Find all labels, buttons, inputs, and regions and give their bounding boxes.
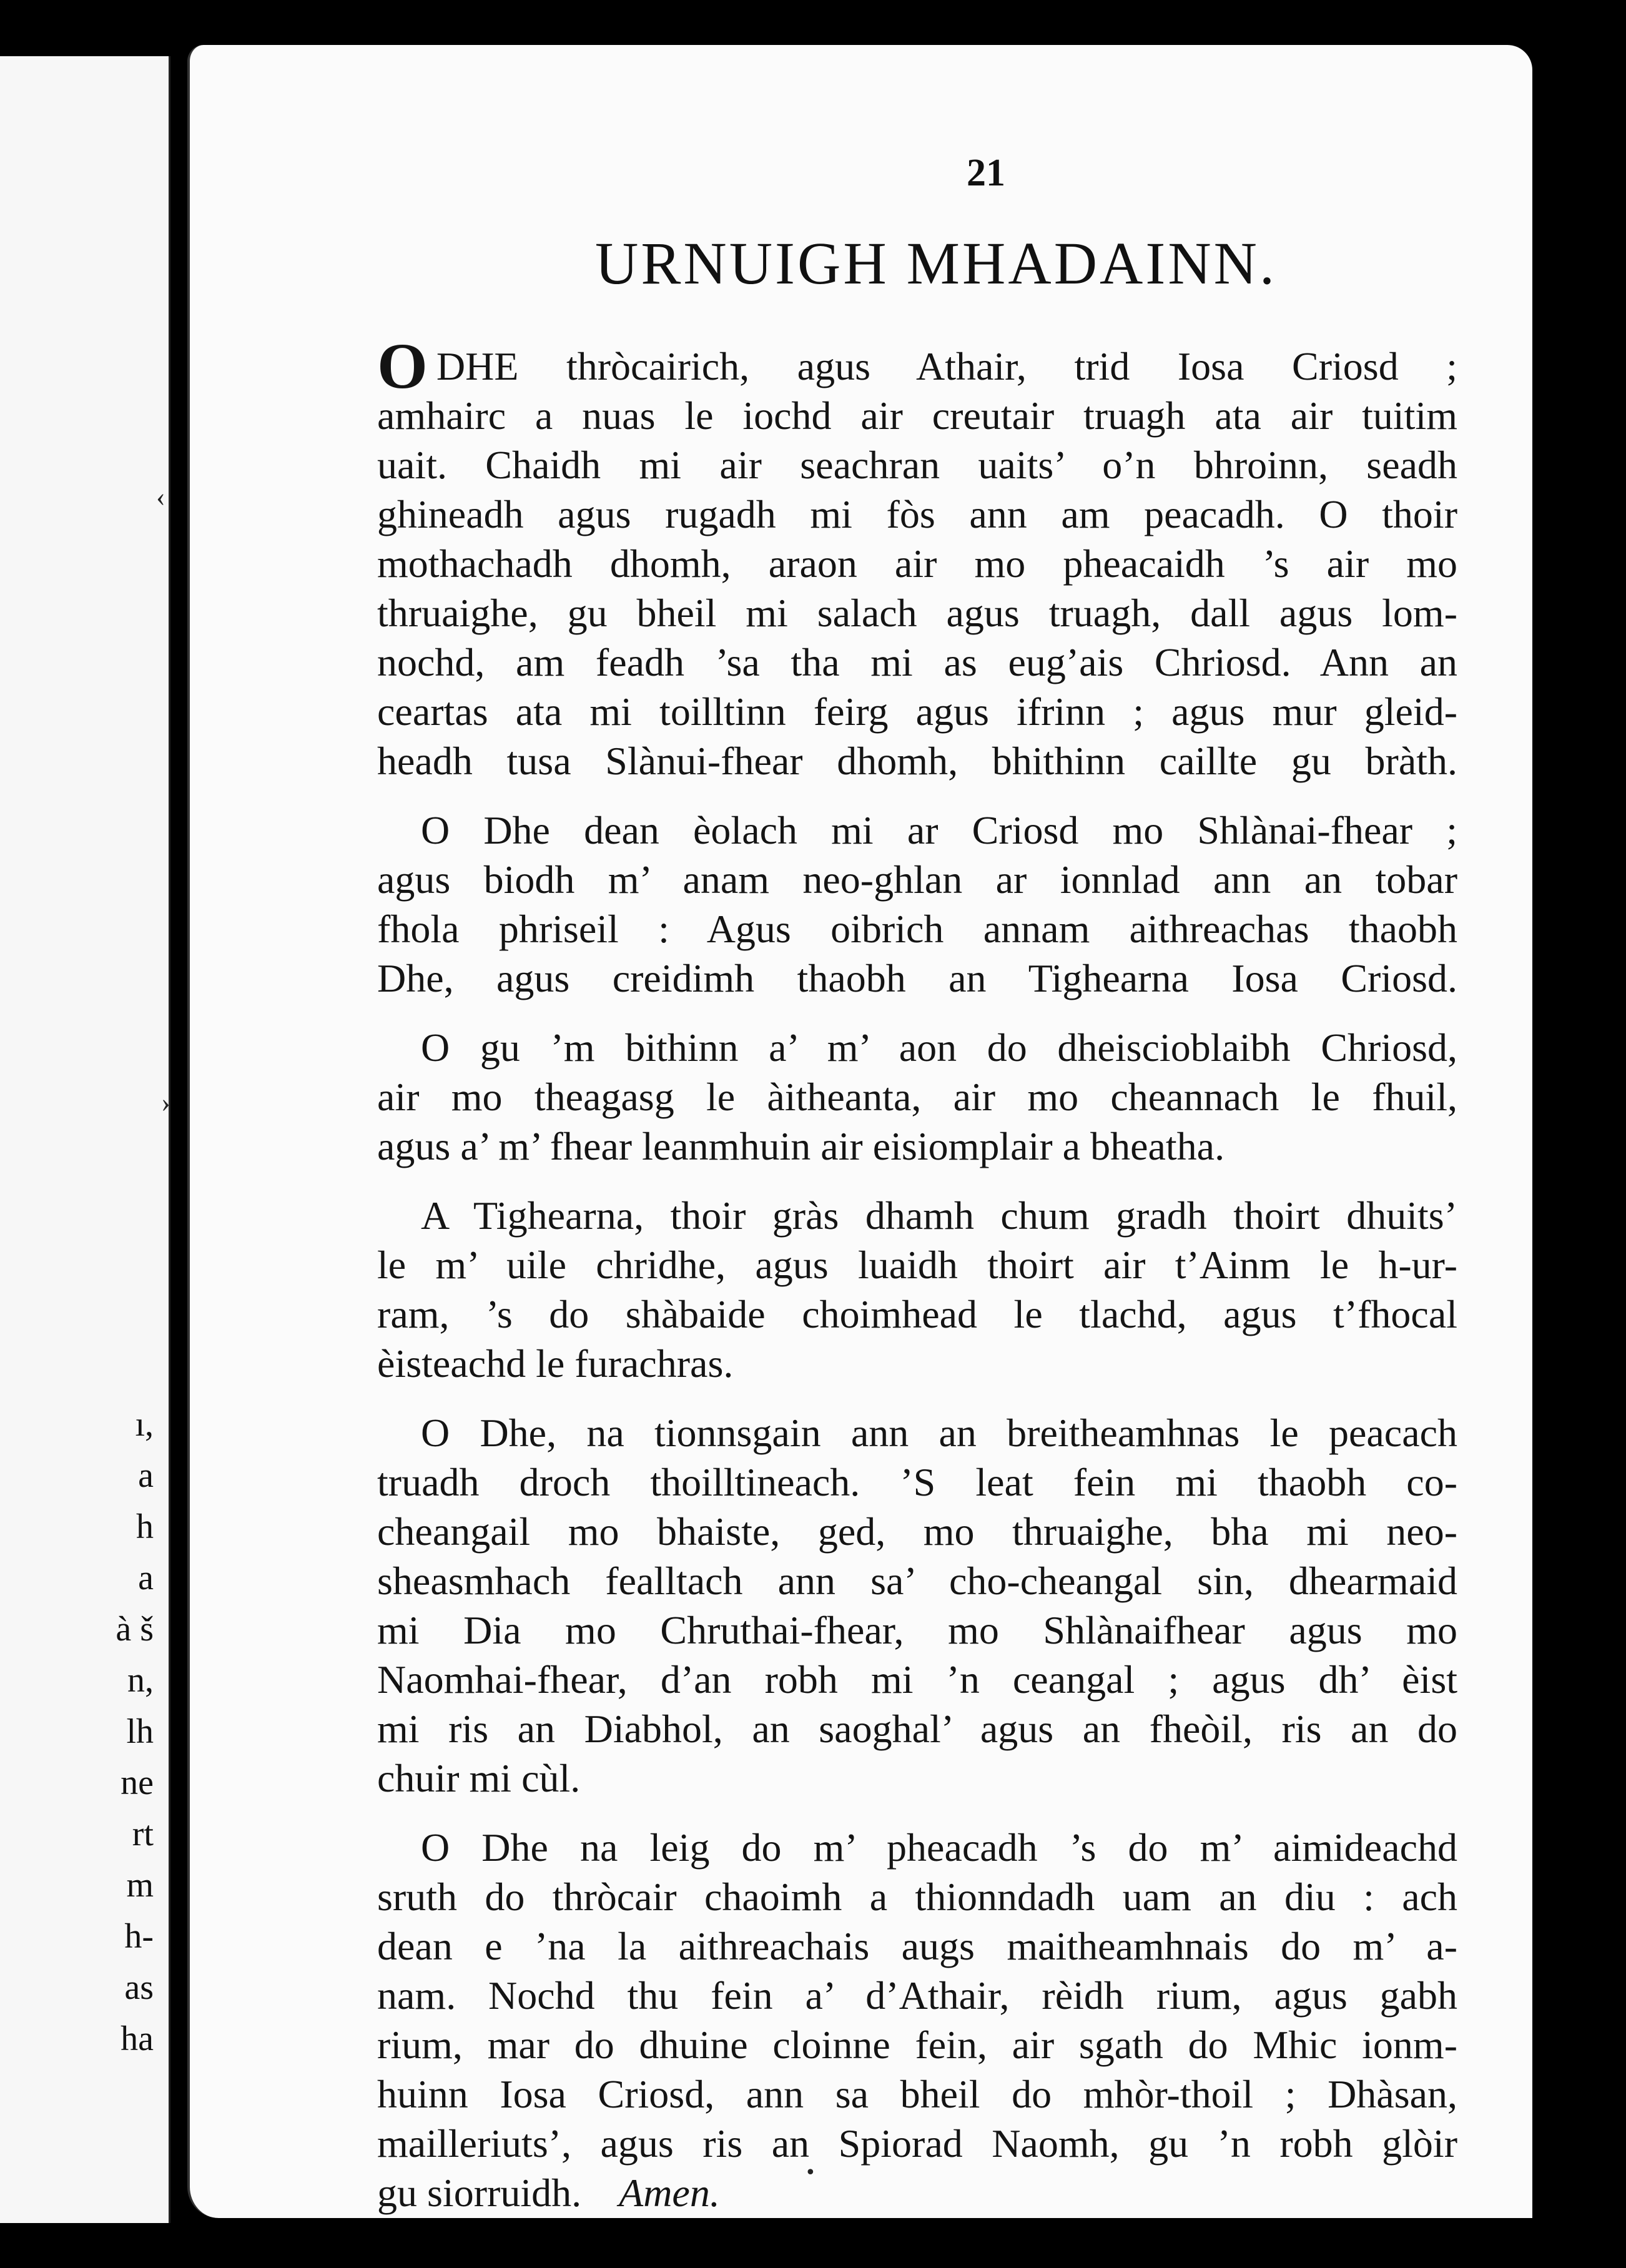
text-line: truadh droch thoilltineach. ’S leat fein mi thaobh co- [377, 1460, 1457, 1504]
text-line: cheangail mo bhaiste, ged, mo thruaighe, bha mi neo- [377, 1509, 1457, 1554]
facing-page-edge-text [116, 1399, 154, 2064]
edge-line: ne [121, 1763, 154, 1802]
line-text: gu siorruidh. [377, 2171, 582, 2215]
text-line: dean e ’na la aithreachais augs maitheamhnais do m’ a- [377, 1924, 1457, 1968]
edge-line: à š [116, 1610, 154, 1649]
edge-line: h [136, 1507, 154, 1546]
edge-mark-left-2: › [161, 1087, 170, 1118]
text-line: èisteachd le furachras. [377, 1341, 734, 1386]
text-line: huinn Iosa Criosd, ann sa bheil do mhòr-thoil ; Dhàsan, [377, 2072, 1457, 2116]
text-line: nochd, am feadh ’sa tha mi as eug’ais Chriosd. Ann an [377, 640, 1457, 684]
text-line: sruth do thròcair chaoimh a thionndadh uam an diu : ach [377, 1875, 1457, 1919]
edge-line: ı, [135, 1405, 154, 1444]
edge-line: lh [126, 1712, 154, 1751]
text-line: amhairc a nuas le iochd air creutair truagh ata air tuitim [377, 393, 1457, 438]
edge-line: m [126, 1866, 154, 1905]
text-line: O Dhe, na tionnsgain ann an breitheamhnas le peacach [421, 1411, 1457, 1455]
text-line: O gu ’m bithinn a’ m’ aon do dheiscioblaibh Chriosd, [421, 1025, 1457, 1070]
ink-speck: • [805, 2162, 816, 2184]
drop-cap: O [377, 330, 428, 402]
closing-amen: Amen. [619, 2171, 720, 2215]
paragraph-3 [377, 1023, 1457, 1171]
text-line: Naomhai-fhear, d’an robh mi ’n ceangal ; agus dh’ èist [377, 1657, 1457, 1702]
text-line: mi ris an Diabhol, an saoghal’ agus an fheòil, ris an do [377, 1707, 1457, 1751]
text-line: mi Dia mo Chruthai-fhear, mo Shlànaifhear agus mo [377, 1608, 1457, 1652]
text-line: le m’ uile chridhe, agus luaidh thoirt air t’Ainm le h-ur- [377, 1243, 1457, 1287]
text-line: O Dhe dean èolach mi ar Criosd mo Shlànai-fhear ; [421, 808, 1457, 852]
text-line: chuir mi cùl. [377, 1756, 581, 1800]
text-line: air mo theagasg le àitheanta, air mo cheannach le fhuil, [377, 1075, 1457, 1119]
facing-page [0, 56, 170, 2223]
page-title: URNUIGH MHADAINN. [595, 230, 1277, 297]
text-line: ram, ’s do shàbaide choimhead le tlachd, agus t’fhocal [377, 1292, 1457, 1336]
paragraph-4 [377, 1191, 1457, 1388]
text-line: uait. Chaidh mi air seachran uaits’ o’n bhroinn, seadh [377, 443, 1457, 487]
edge-mark-left-1: ‹ [156, 481, 165, 512]
paragraph-2 [377, 806, 1457, 1003]
text-line: headh tusa Slànui-fhear dhomh, bhithinn caillte gu bràth. [377, 739, 1457, 783]
text-line: rium, mar do dhuine cloinne fein, air sgath do Mhic ionm- [377, 2023, 1457, 2067]
paragraph-5 [377, 1408, 1457, 1803]
edge-line: as [124, 1968, 154, 2007]
edge-line: h- [124, 1917, 154, 1956]
text-line [377, 2168, 1457, 2217]
text-line: Dhe, agus creidimh thaobh an Tighearna Iosa Criosd. [377, 956, 1457, 1000]
edge-line: n, [127, 1661, 154, 1700]
text-line: thruaighe, gu bheil mi salach agus truagh, dall agus lom- [377, 591, 1457, 635]
text-line: ceartas ata mi toilltinn feirg agus ifrinn ; agus mur gleid- [377, 689, 1457, 734]
page-number: 21 [967, 152, 1005, 194]
paragraph-1 [377, 330, 1457, 786]
edge-line: rt [132, 1815, 154, 1853]
text-line: sheasmhach fealltach ann sa’ cho-cheangal sin, dhearmaid [377, 1559, 1457, 1603]
text-line: ghineadh agus rugadh mi fòs ann am peacadh. O thoir [377, 492, 1457, 536]
paragraph-6 [377, 1823, 1457, 2217]
line-text: DHE thròcairich, agus Athair, trid Iosa Criosd ; [436, 344, 1457, 388]
edge-line: a [138, 1456, 154, 1495]
text-line: nam. Nochd thu fein a’ d’Athair, rèidh rium, agus gabh [377, 1973, 1457, 2018]
edge-line: ha [121, 2019, 154, 2058]
text-line: O Dhe na leig do m’ pheacadh ’s do m’ aimideachd [421, 1825, 1457, 1870]
text-line: agus a’ m’ fhear leanmhuin air eisiomplair a bheatha. [377, 1124, 1225, 1168]
text-line [377, 330, 1457, 402]
text-line: agus biodh m’ anam neo-ghlan ar ionnlad ann an tobar [377, 857, 1457, 902]
text-line: A Tighearna, thoir gràs dhamh chum gradh thoirt dhuits’ [421, 1193, 1457, 1238]
book-page [187, 45, 1532, 2218]
text-line: fhola phriseil : Agus oibrich annam aithreachas thaobh [377, 907, 1457, 951]
text-line: mothachadh dhomh, araon air mo pheacaidh ’s air mo [377, 541, 1457, 586]
edge-line: a [138, 1559, 154, 1597]
text-line: mailleriuts’, agus ris an Spiorad Naomh, gu ’n robh glòir [377, 2121, 1457, 2166]
page-content [377, 151, 1457, 2237]
